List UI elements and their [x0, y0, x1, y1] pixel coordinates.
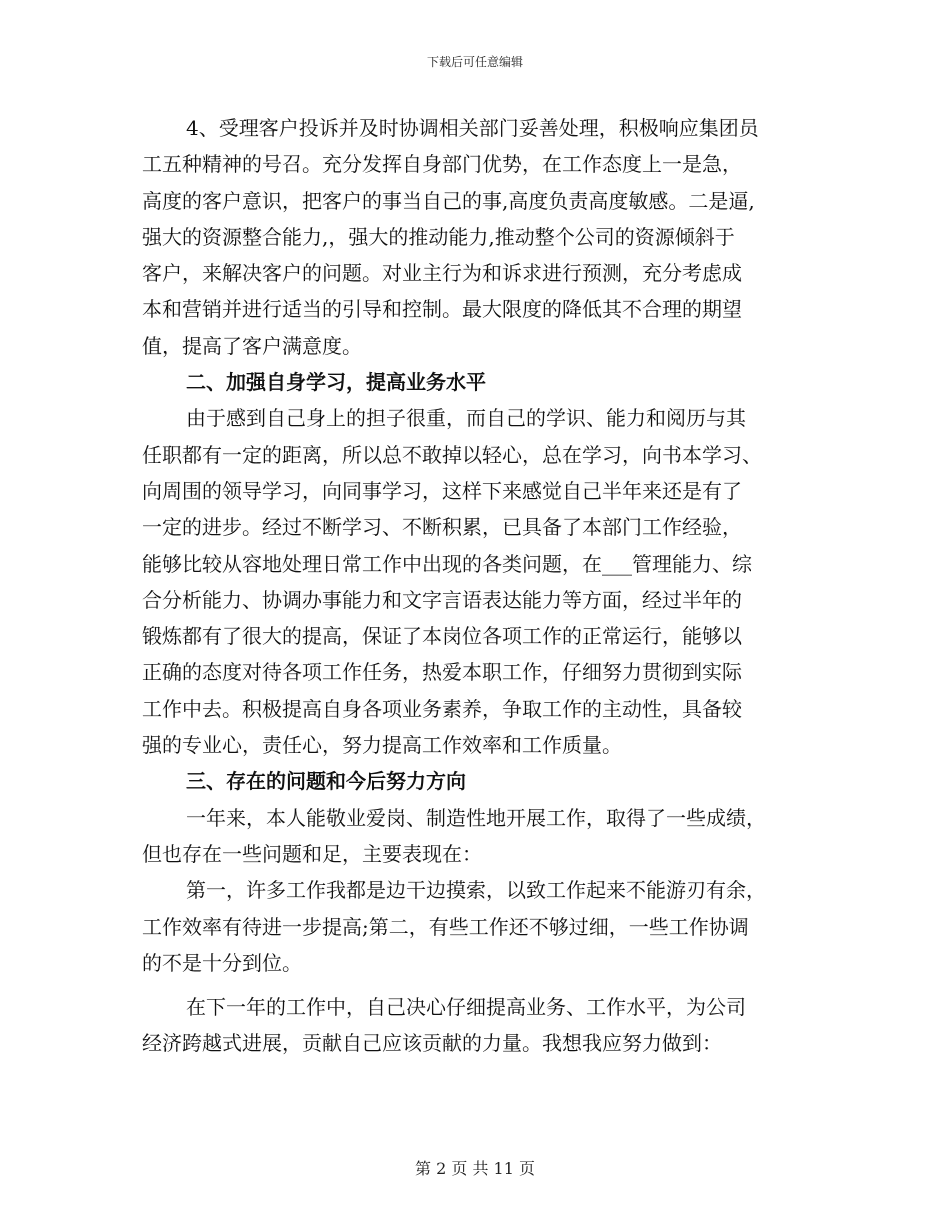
section-heading: 三、存在的问题和今后努力方向 [186, 769, 466, 794]
text-line: 4、受理客户投诉并及时协调相关部门妥善处理，积极响应集团员 [186, 116, 759, 140]
text-line: 任职都有一定的距离，所以总不敢掉以轻心，总在学习，向书本学习、 [142, 442, 762, 467]
text-line: 由于感到自己身上的担子很重，而自己的学识、能力和阅历与其 [186, 406, 746, 431]
text-line: 第一，许多工作我都是边干边摸索，以致工作起来不能游刃有余， [186, 878, 766, 903]
page-header: 下载后可任意编辑 [426, 55, 523, 69]
text-line: 但也存在一些问题和足，主要表现在： [142, 841, 482, 866]
text-line: 工作效率有待进一步提高;第二，有些工作还不够过细，一些工作协调 [142, 914, 749, 939]
text-line: 一年来，本人能敬业爱岗、制造性地开展工作，取得了一些成绩， [186, 805, 766, 830]
text-line: 高度的客户意识，把客户的事当自己的事,高度负责高度敏感。二是逼, [142, 188, 755, 213]
document-body [142, 110, 814, 1062]
text-line: 工作中去。积极提高自身各项业务素养，争取工作的主动性，具备较 [142, 696, 742, 721]
text-line: 的不是十分到位。 [142, 950, 302, 975]
text-line: 强的专业心，责任心，努力提高工作效率和工作质量。 [142, 733, 622, 758]
text-line: 本和营销并进行适当的引导和控制。最大限度的降低其不合理的期望 [142, 297, 742, 322]
text-line: 值，提高了客户满意度。 [142, 333, 362, 358]
text-line: 锻炼都有了很大的提高，保证了本岗位各项工作的正常运行，能够以 [142, 624, 742, 649]
text-line: 在下一年的工作中，自己决心仔细提高业务、工作水平，为公司 [186, 995, 746, 1020]
text-line: 客户，来解决客户的问题。对业主行为和诉求进行预测，充分考虑成 [142, 261, 742, 286]
text-line: 工五种精神的号召。充分发挥自身部门优势，在工作态度上一是急， [142, 152, 742, 177]
text-line: 一定的进步。经过不断学习、不断积累，已具备了本部门工作经验， [142, 515, 742, 540]
text-line: 能够比较从容地处理日常工作中出现的各类问题，在___管理能力、综 [142, 551, 752, 576]
section-heading: 二、加强自身学习，提高业务水平 [186, 370, 486, 395]
text-line: 正确的态度对待各项工作任务，热爱本职工作，仔细努力贯彻到实际 [142, 660, 742, 685]
text-line: 向周围的领导学习，向同事学习，这样下来感觉自己半年来还是有了 [142, 478, 742, 503]
text-line: 合分析能力、协调办事能力和文字言语表达能力等方面，经过半年的 [142, 587, 742, 612]
text-line: 强大的资源整合能力,，强大的推动能力,推动整个公司的资源倾斜于 [142, 224, 735, 249]
text-line: 经济跨越式进展，贡献自己应该贡献的力量。我想我应努力做到： [142, 1031, 722, 1056]
page-footer: 第 2 页 共 11 页 [415, 1159, 535, 1178]
